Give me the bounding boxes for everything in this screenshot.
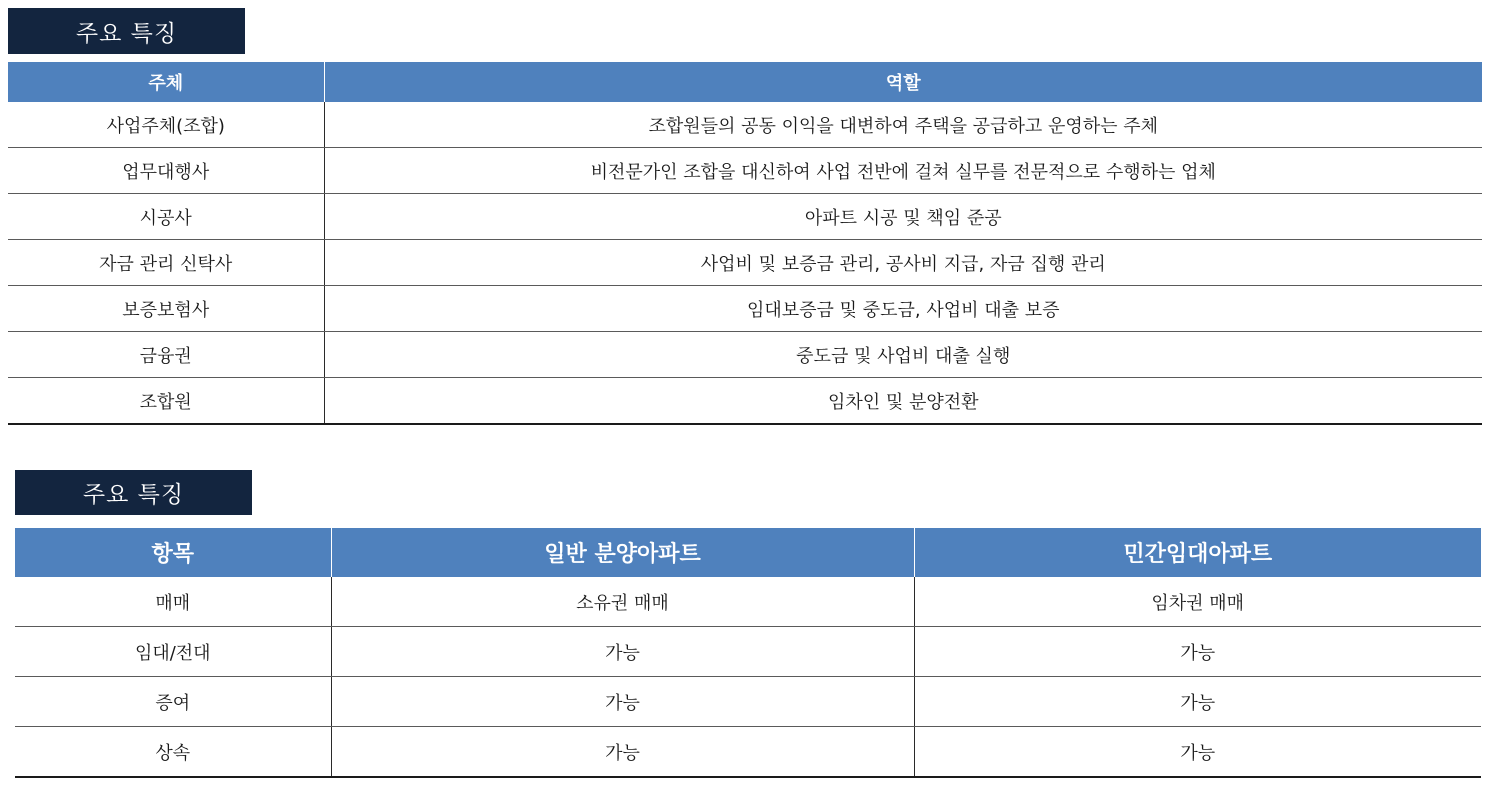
table-row <box>8 332 1482 378</box>
table-row <box>15 627 1481 677</box>
entity-cell: 시공사 <box>8 194 324 240</box>
role-cell: 임대보증금 및 중도금, 사업비 대출 보증 <box>324 286 1482 332</box>
table-row <box>15 727 1481 778</box>
role-cell: 아파트 시공 및 책임 준공 <box>324 194 1482 240</box>
table-header-row <box>15 528 1481 577</box>
private-rental-cell: 임차권 매매 <box>914 577 1481 627</box>
entity-cell: 금융권 <box>8 332 324 378</box>
private-rental-cell: 가능 <box>914 727 1481 778</box>
general-sale-cell: 가능 <box>331 727 914 778</box>
item-cell: 상속 <box>15 727 331 778</box>
role-cell: 조합원들의 공동 이익을 대변하여 주택을 공급하고 운영하는 주체 <box>324 102 1482 148</box>
roles-table <box>8 62 1482 425</box>
table-row <box>8 286 1482 332</box>
item-cell: 매매 <box>15 577 331 627</box>
column-header-entity: 주체 <box>8 62 324 102</box>
role-cell: 중도금 및 사업비 대출 실행 <box>324 332 1482 378</box>
column-header-role: 역할 <box>324 62 1482 102</box>
table-row <box>8 378 1482 425</box>
private-rental-cell: 가능 <box>914 677 1481 727</box>
table-row <box>8 102 1482 148</box>
general-sale-cell: 소유권 매매 <box>331 577 914 627</box>
entity-cell: 자금 관리 신탁사 <box>8 240 324 286</box>
section-title-key-features-2: 주요 특징 <box>15 470 252 515</box>
table-header-row <box>8 62 1482 102</box>
column-header-item: 항목 <box>15 528 331 577</box>
table-row <box>15 577 1481 627</box>
table-row <box>8 240 1482 286</box>
general-sale-cell: 가능 <box>331 677 914 727</box>
private-rental-cell: 가능 <box>914 627 1481 677</box>
role-cell: 사업비 및 보증금 관리, 공사비 지급, 자금 집행 관리 <box>324 240 1482 286</box>
item-cell: 증여 <box>15 677 331 727</box>
table-row <box>15 677 1481 727</box>
column-header-private-rental: 민간임대아파트 <box>914 528 1481 577</box>
table-row <box>8 194 1482 240</box>
table-row <box>8 148 1482 194</box>
column-header-general-sale: 일반 분양아파트 <box>331 528 914 577</box>
role-cell: 임차인 및 분양전환 <box>324 378 1482 425</box>
comparison-table <box>15 528 1481 778</box>
item-cell: 임대/전대 <box>15 627 331 677</box>
general-sale-cell: 가능 <box>331 627 914 677</box>
section-title-key-features-1: 주요 특징 <box>8 8 245 54</box>
entity-cell: 업무대행사 <box>8 148 324 194</box>
entity-cell: 조합원 <box>8 378 324 425</box>
role-cell: 비전문가인 조합을 대신하여 사업 전반에 걸쳐 실무를 전문적으로 수행하는 업체 <box>324 148 1482 194</box>
entity-cell: 보증보험사 <box>8 286 324 332</box>
entity-cell: 사업주체(조합) <box>8 102 324 148</box>
